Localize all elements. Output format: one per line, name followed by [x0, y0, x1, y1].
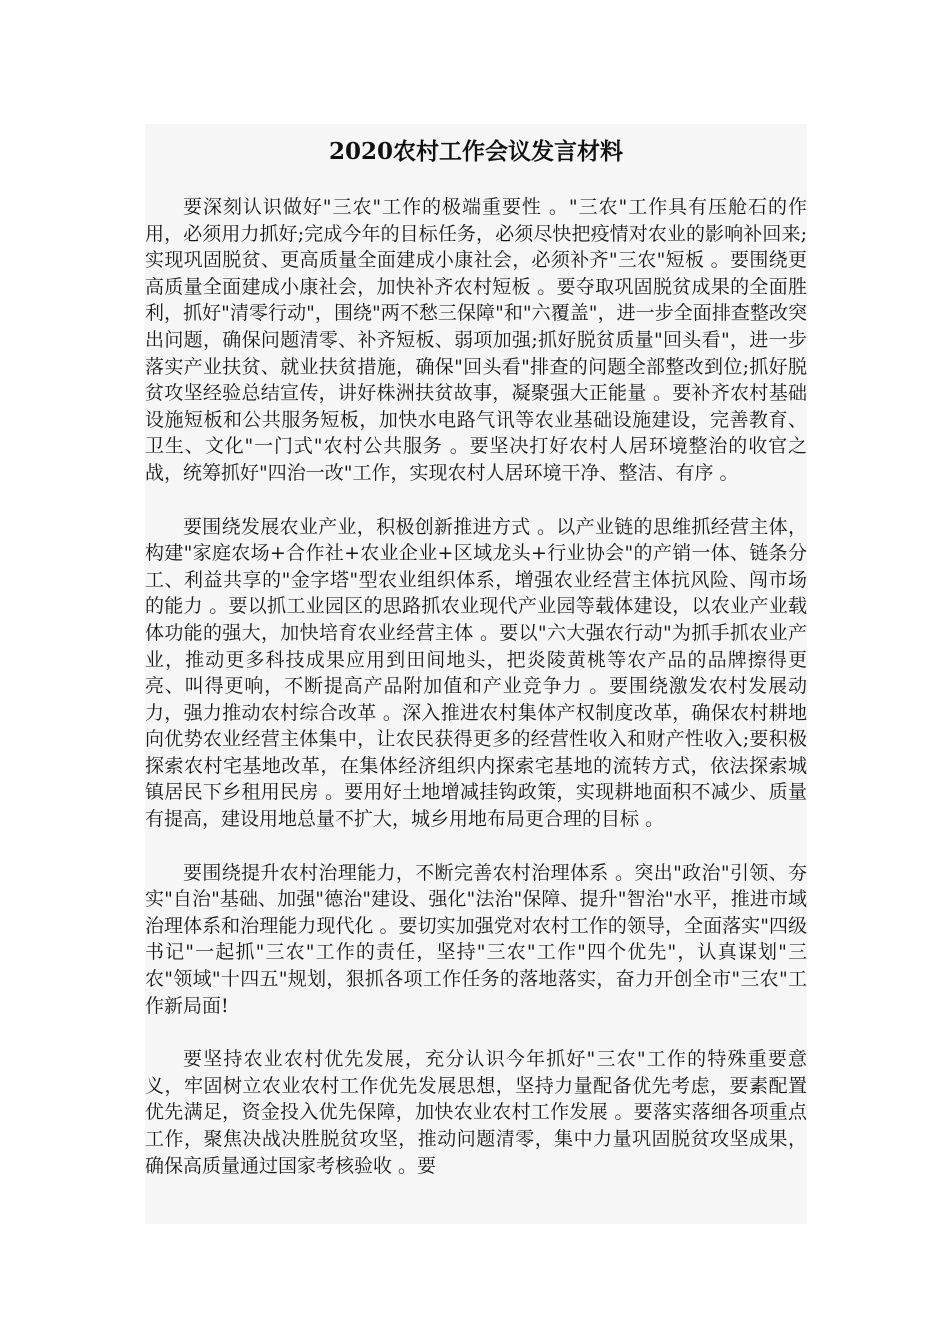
paragraph-2: 要围绕发展农业产业，积极创新推进方式 。以产业链的思维抓经营主体，构建"家庭农场+合作社+农业企业+区域龙头+行业协会"的产销一体、链条分工、利益共享的"金字塔"型农业组织体系，增强农业经营主体抗风险、闯市场的能力 。要以抓工业园区的思路抓农业现代产业园等载体建设，以农业产业载体功能的强大，加快培育农业经营主体 。要以"六大强农行动"为抓手抓农业产业，推动更多科技成果应用到田间地头，把炎陵黄桃等农产品的品牌擦得更亮、叫得更响，不断提高产品附加值和产业竞争力 。要围绕激发农村发展动力，强力推动农村综合改革 。深入推进农村集体产权制度改革，确保农村耕地向优势农业经营主体集中，让农民获得更多的经营性收入和财产性收入;要积极探索农村宅基地改革，在集体经济组织内探索宅基地的流转方式，依法探索城镇居民下乡租用民房 。要用好土地增减挂钩政策，实现耕地面积不减少、质量有提高，建设用地总量不扩大，城乡用地布局更合理的目标 。	[145, 515, 807, 831]
paragraph-3: 要围绕提升农村治理能力，不断完善农村治理体系 。突出"政治"引领、夯实"自治"基础、加强"德治"建设、强化"法治"保障、提升"智治"水平，推进市域治理体系和治理能力现代化 。要切实加强党对农村工作的领导，全面落实"四级书记"一起抓"三农"工作的责任，坚持"三农"工作"四个优先"，认真谋划"三农"领域"十四五"规划，狠抓各项工作任务的落地落实，奋力开创全市"三农"工作新局面!	[145, 861, 807, 1017]
paragraph-4: 要坚持农业农村优先发展，充分认识今年抓好"三农"工作的特殊重要意义，牢固树立农业农村工作优先发展思想，坚持力量配备优先考虑，要素配置优先满足，资金投入优先保障，加快农业农村工作发展 。要落实落细各项重点工作，聚焦决战决胜脱贫攻坚，推动问题清零，集中力量巩固脱贫攻坚成果，确保高质量通过国家考核验收 。要	[145, 1048, 807, 1177]
document-title: 2020农村工作会议发言材料	[328, 138, 623, 165]
document-body	[145, 194, 807, 1179]
paragraph-1: 要深刻认识做好"三农"工作的极端重要性 。"三农"工作具有压舱石的作用，必须用力抓好;完成今年的目标任务，必须尽快把疫情对农业的影响补回来;实现巩固脱贫、更高质量全面建成小康社会，必须补齐"三农"短板 。要围绕更高质量全面建成小康社会，加快补齐农村短板 。要夺取巩固脱贫成果的全面胜利，抓好"清零行动"，围绕"两不愁三保障"和"六覆盖"，进一步全面排查整改突出问题，确保问题清零、补齐短板、弱项加强;抓好脱贫质量"回头看"，进一步落实产业扶贫、就业扶贫措施，确保"回头看"排查的问题全部整改到位;抓好脱贫攻坚经验总结宣传，讲好株洲扶贫故事，凝聚强大正能量 。要补齐农村基础设施短板和公共服务短板，加快水电路气讯等农业基础设施建设，完善教育、卫生、文化"一门式"农村公共服务 。要坚决打好农村人居环境整治的收官之战，统筹抓好"四治一改"工作，实现农村人居环境干净、整洁、有序 。	[145, 196, 807, 484]
document-content	[145, 124, 807, 1224]
